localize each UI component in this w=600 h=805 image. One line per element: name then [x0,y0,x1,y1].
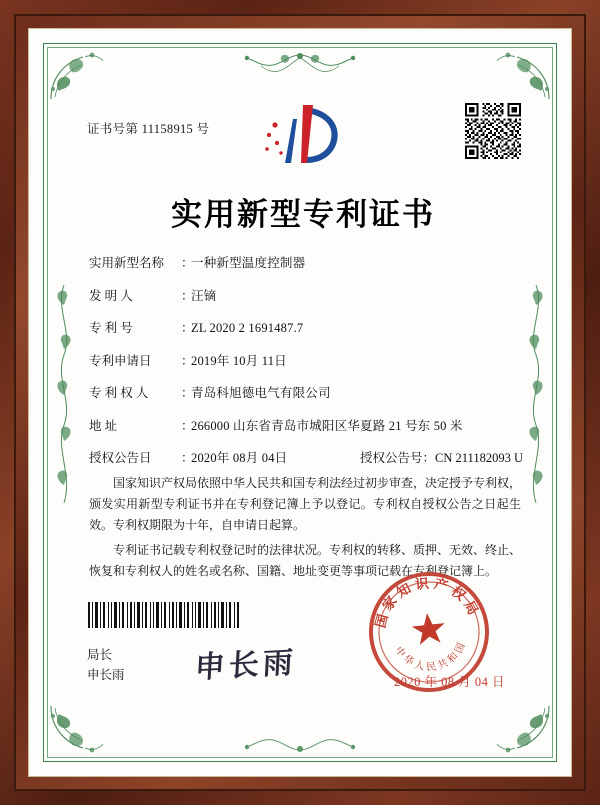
field-grant-announcement [89,448,523,466]
qr-code [465,103,521,159]
field-patentee [89,383,523,401]
field-value: 2020年 08月 04日 [191,451,288,465]
certificate-serial-number: 证书号第 11158915 号 [87,122,210,136]
field-extra-value: CN 211182093 U [435,451,523,465]
certificate-paper [28,28,572,777]
field-value: 青岛科旭德电气有限公司 [191,386,331,400]
field-value: ZL 2020 2 1691487.7 [191,321,304,335]
field-label: 发 明 人 [89,288,133,303]
field-label: 专 利 号 [89,321,133,335]
field-colon: ： [181,256,194,270]
director-title: 局长 [87,647,113,662]
field-value: 2019年 10月 11日 [191,353,287,368]
field-inventor [89,286,523,304]
cnipa-logo-icon [257,99,349,171]
legal-paragraph: 国家知识产权局依照中华人民共和国专利法经过初步审查，决定授予专利权，颁发实用新型专利证书并在专利登记簿上予以登记。专利权自授权公告之日起生效。专利权期限为十年，自申请日起算。 [89,476,522,532]
field-colon: ： [181,386,194,400]
field-label: 专利申请日 [89,353,152,368]
field-patent-number [89,318,523,336]
field-colon: ： [181,451,194,465]
seal-date: 2020 年 08 月 04 日 [393,675,505,689]
field-colon: ： [181,321,194,335]
certificate-content [77,81,529,730]
field-address [89,416,523,434]
field-label: 授权公告日 [89,451,152,465]
field-value: 一种新型温度控制器 [191,256,306,270]
side-vine-ornament-icon [49,279,79,509]
field-label: 专 利 权 人 [89,386,149,400]
field-utility-model-name [89,253,523,271]
field-colon: ： [181,418,194,433]
legal-paragraph: 专利证书记载专利权登记时的法律状况。专利权的转移、质押、无效、终止、恢复和专利权人的姓名或名称、国籍、地址变更等事项记载在专利登记簿上。 [89,543,522,578]
field-value: 266000 山东省青岛市城阳区华夏路 21 号东 50 米 [191,418,463,433]
top-center-ornament-icon [195,49,405,83]
certificate-frame-inner [14,14,586,791]
field-label: 实用新型名称 [89,256,165,270]
field-application-date [89,351,523,369]
signature-block [87,645,125,686]
field-value: 汪镝 [191,288,217,303]
svg-text:国家知识产权局: 国家知识产权局 [372,575,483,630]
field-label: 地 址 [89,418,118,433]
director-name: 申长雨 [87,668,125,683]
svg-text:中华人民共和国: 中华人民共和国 [392,638,469,674]
barcode [87,602,239,628]
field-colon: ： [181,353,194,368]
page-title: 实用新型专利证书 [171,197,435,232]
certificate-fields [89,253,523,481]
field-colon: ： [181,288,194,303]
handwritten-signature: 申长雨 [194,646,298,685]
field-extra-label: 授权公告号 [360,451,423,465]
field-extra-colon: ： [422,451,436,465]
